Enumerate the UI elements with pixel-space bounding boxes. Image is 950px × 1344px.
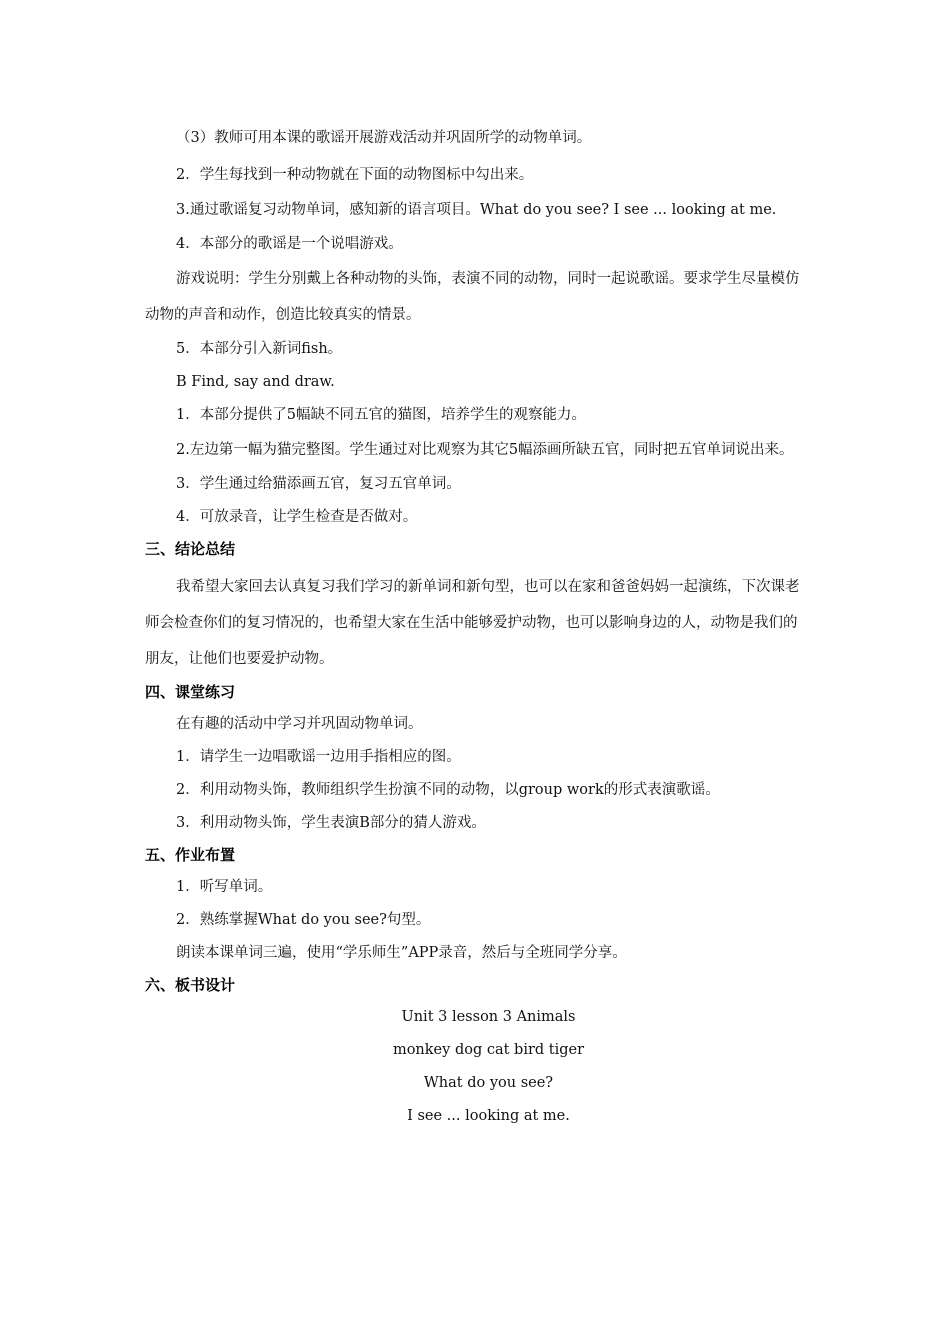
paragraph: 4．可放录音，让学生检查是否做对。	[176, 509, 418, 525]
paragraph: 朗读本课单词三遍，使用“学乐师生”APP录音，然后与全班同学分享。	[176, 945, 627, 961]
section-heading-homework: 五、作业布置	[145, 846, 236, 864]
section-heading-conclusion: 三、结论总结	[145, 540, 236, 558]
board-line-title: Unit 3 lesson 3 Animals	[401, 1009, 576, 1025]
paragraph: 游戏说明：学生分别戴上各种动物的头饰，表演不同的动物，同时一起说歌谣。要求学生尽量模仿动物的声音和动作，创造比较真实的情景。	[145, 271, 800, 323]
paragraph: 3．学生通过给猫添画五官，复习五官单词。	[176, 476, 461, 492]
paragraph: 2.左边第一幅为猫完整图。学生通过对比观察为其它5幅添画所缺五官，同时把五官单词说出来。	[176, 442, 794, 458]
paragraph: 3.通过歌谣复习动物单词，感知新的语言项目。What do you see? I see ... looking at me.	[176, 202, 777, 218]
board-line-vocabulary: monkey dog cat bird tiger	[392, 1042, 585, 1058]
section-heading-practice: 四、课堂练习	[145, 683, 236, 701]
paragraph: 2．学生每找到一种动物就在下面的动物图标中勾出来。	[176, 167, 534, 183]
paragraph: 5．本部分引入新词fish。	[176, 341, 343, 357]
paragraph: 1．本部分提供了5幅缺不同五官的猫图，培养学生的观察能力。	[176, 407, 586, 423]
paragraph: 4．本部分的歌谣是一个说唱游戏。	[176, 236, 403, 252]
paragraph: 我希望大家回去认真复习我们学习的新单词和新句型，也可以在家和爸爸妈妈一起演练，下次课老师会检查你们的复习情况的，也希望大家在生活中能够爱护动物，也可以影响身边的人，动物是我们的朋友，让他们也要爱护动物。	[145, 579, 800, 667]
paragraph: （3）教师可用本课的歌谣开展游戏活动并巩固所学的动物单词。	[176, 130, 592, 146]
board-line-answer: I see ... looking at me.	[407, 1108, 570, 1124]
paragraph: 在有趣的活动中学习并巩固动物单词。	[176, 716, 423, 732]
section-heading-board-design: 六、板书设计	[145, 976, 236, 994]
board-line-question: What do you see?	[423, 1075, 554, 1091]
paragraph: 2．熟练掌握What do you see?句型。	[176, 912, 431, 928]
paragraph: 1．请学生一边唱歌谣一边用手指相应的图。	[176, 749, 461, 765]
paragraph: 3．利用动物头饰，学生表演B部分的猜人游戏。	[176, 815, 486, 831]
paragraph: B Find, say and draw.	[176, 374, 335, 390]
board-design	[145, 1001, 810, 1133]
document-content	[145, 122, 810, 1133]
paragraph: 2．利用动物头饰，教师组织学生扮演不同的动物，以group work的形式表演歌谣。	[176, 782, 720, 798]
paragraph: 1．听写单词。	[176, 879, 273, 895]
